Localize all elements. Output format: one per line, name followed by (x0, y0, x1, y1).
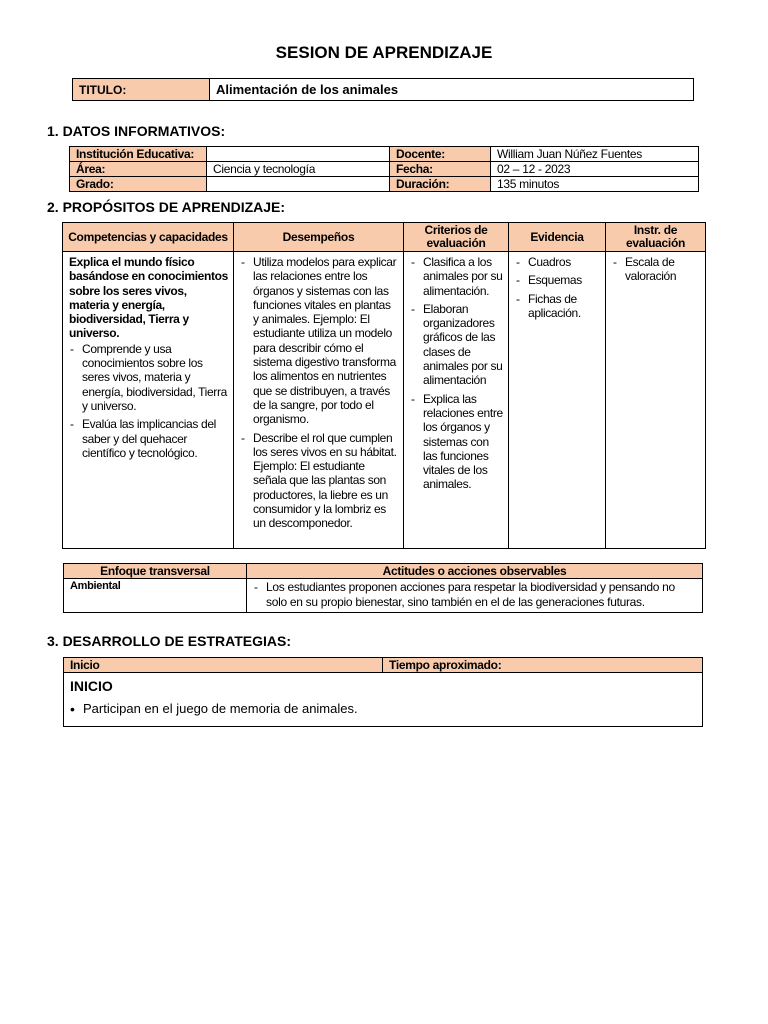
list-item: - Esquemas (515, 273, 601, 287)
header-competencias: Competencias y capacidades (63, 223, 234, 252)
instrumentos-cell (606, 252, 706, 549)
datos-value-duracion: 135 minutos (491, 177, 699, 192)
datos-value-grado (207, 177, 390, 192)
datos-value-institucion (207, 147, 390, 162)
competencias-cell (63, 252, 234, 549)
enfoque-value: Ambiental (64, 579, 247, 613)
datos-label-docente: Docente: (390, 147, 491, 162)
header-instrumentos: Instr. de evaluación (606, 223, 706, 252)
inicio-heading: INICIO (70, 678, 113, 694)
estrategias-col-inicio: Inicio (64, 658, 383, 673)
list-item (70, 701, 696, 716)
header-evidencia: Evidencia (509, 223, 606, 252)
page-title: SESION DE APRENDIZAJE (275, 43, 493, 62)
datos-label-fecha: Fecha: (390, 162, 491, 177)
datos-label-duracion: Duración: (390, 177, 491, 192)
desempenos-cell (234, 252, 404, 549)
datos-row (70, 147, 699, 162)
list-item: - Explica las relaciones entre los órganos y sistemas con las funciones vitales de los animales. (410, 392, 504, 492)
datos-value-docente: William Juan Núñez Fuentes (491, 147, 699, 162)
datos-value-area: Ciencia y tecnología (207, 162, 390, 177)
datos-value-fecha: 02 – 12 - 2023 (491, 162, 699, 177)
propositos-heading: 2. PROPÓSITOS DE APRENDIZAJE: (47, 199, 286, 215)
propositos-table (62, 222, 706, 549)
estrategias-heading: 3. DESARROLLO DE ESTRATEGIAS: (47, 633, 291, 649)
competencia-title: Explica el mundo físico basándose en conocimientos sobre los seres vivos, materia y energía, biodiversidad, Tierra y universo. (69, 255, 228, 341)
enfoque-table (63, 563, 703, 613)
list-item: - Describe el rol que cumplen los seres vivos en su hábitat. Ejemplo: El estudiante señala que las plantas son productores, la liebre es un consumidor y la lombriz es un descomponedor. (240, 431, 399, 531)
evidencia-cell (509, 252, 606, 549)
datos-row (70, 162, 699, 177)
header-desempenos: Desempeños (234, 223, 404, 252)
list-item: - Evalúa las implicancias del saber y del quehacer científico y tecnológico. (69, 417, 229, 460)
actitudes-cell (247, 579, 703, 613)
list-item: - Cuadros (515, 255, 601, 269)
list-item: - Comprende y usa conocimientos sobre los seres vivos, materia y energía, biodiversidad, Tierra y universo. (69, 342, 229, 413)
datos-label-grado: Grado: (70, 177, 207, 192)
header-enfoque: Enfoque transversal (64, 564, 247, 579)
estrategias-body (64, 673, 703, 727)
list-item: - Fichas de aplicación. (515, 292, 601, 321)
header-actitudes: Actitudes o acciones observables (247, 564, 703, 579)
list-item: - Clasifica a los animales por su alimentación. (410, 255, 504, 298)
bullet-icon: • (70, 701, 75, 717)
estrategias-col-tiempo: Tiempo aproximado: (383, 658, 703, 673)
titulo-value: Alimentación de los animales (210, 79, 694, 101)
datos-label-institucion: Institución Educativa: (70, 147, 207, 162)
list-item-text: Participan en el juego de memoria de animales. (83, 701, 358, 716)
datos-heading: 1. DATOS INFORMATIVOS: (47, 123, 226, 139)
datos-row (70, 177, 699, 192)
titulo-label: TITULO: (73, 79, 210, 101)
datos-label-area: Área: (70, 162, 207, 177)
list-item: - Escala de valoración (612, 255, 701, 284)
titulo-table (72, 78, 694, 101)
list-item: - Utiliza modelos para explicar las relaciones entre los órganos y sistemas con las funciones vitales en plantas y animales. Ejemplo: El estudiante utiliza un modelo para describir cómo el sistema digestivo transforma los alimentos en nutrientes que se distribuyen, a través de la sangre, por todo el organismo. (240, 255, 399, 427)
list-item: - Los estudiantes proponen acciones para respetar la biodiversidad y pensando no solo en su propio bienestar, sino también en el de las generaciones futuras. (253, 580, 696, 610)
datos-table (69, 146, 699, 192)
estrategias-table (63, 657, 703, 727)
criterios-cell (404, 252, 509, 549)
list-item: - Elaboran organizadores gráficos de las clases de animales por su alimentación (410, 302, 504, 388)
header-criterios: Criterios de evaluación (404, 223, 509, 252)
